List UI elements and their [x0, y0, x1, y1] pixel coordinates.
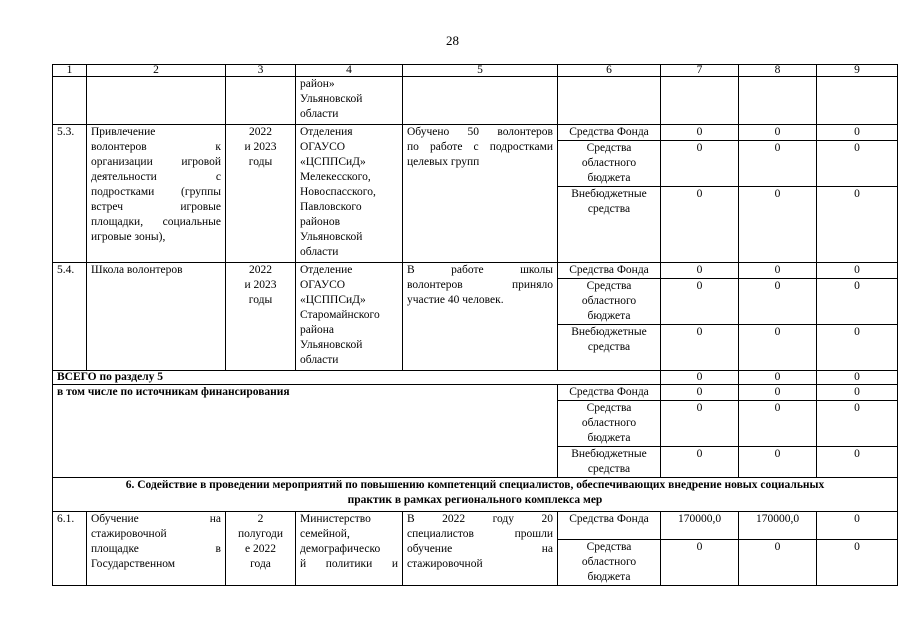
item-name: Обучение на стажировочной площадке в Государственном: [87, 512, 226, 586]
value-cell: 0: [739, 125, 817, 141]
budget-table: [52, 64, 898, 586]
header-cell: 3: [226, 65, 296, 77]
header-row: [53, 65, 898, 77]
value-cell: 0: [661, 125, 739, 141]
funding-source: Средства Фонда: [558, 125, 661, 141]
value-cell: 0: [739, 279, 817, 325]
value-cell: 0: [739, 401, 817, 447]
item-executor: Министерство семейной, демографическо й политики и: [296, 512, 403, 586]
value-cell: 0: [739, 187, 817, 263]
value-cell: 0: [661, 371, 739, 385]
value-cell: 0: [739, 385, 817, 401]
value-cell: 0: [661, 187, 739, 263]
value-cell: 0: [817, 125, 898, 141]
item-executor: Отделение ОГАУСО «ЦСППСиД» Старомайнского района Ульяновской области: [296, 263, 403, 371]
item-term: 2022 и 2023 годы: [226, 125, 296, 263]
item-term: 2022 и 2023 годы: [226, 263, 296, 371]
value-cell: 0: [817, 325, 898, 371]
value-cell: 0: [817, 141, 898, 187]
item-name: Привлечение волонтеров к организации игровой деятельности с подростками (группы встреч игровые площадки, социальные игровые зоны),: [87, 125, 226, 263]
section-title: 6. Содействие в проведении мероприятий по повышению компетенций специалистов, обеспечивающих внедрение новых социальных практик в рамках регионального комплекса мер: [53, 478, 898, 512]
value-cell: 0: [817, 279, 898, 325]
header-cell: 8: [739, 65, 817, 77]
value-cell: 0: [661, 385, 739, 401]
value-cell: 0: [817, 187, 898, 263]
value-cell: 170000,0: [739, 512, 817, 540]
funding-source: Средства Фонда: [558, 385, 661, 401]
value-cell: 0: [739, 141, 817, 187]
total-label: ВСЕГО по разделу 5: [53, 371, 661, 385]
value-cell: 0: [661, 263, 739, 279]
header-cell: 7: [661, 65, 739, 77]
funding-source: Средства областного бюджета: [558, 540, 661, 586]
value-cell: 0: [739, 540, 817, 586]
funding-source: Средства Фонда: [558, 512, 661, 540]
value-cell: 0: [739, 447, 817, 478]
table-row: [53, 512, 898, 540]
value-cell: 0: [739, 325, 817, 371]
item-executor: Отделения ОГАУСО «ЦСППСиД» Мелекесского, Новоспасского, Павловского районов Ульяновской области: [296, 125, 403, 263]
value-cell: 0: [817, 263, 898, 279]
table-row: [53, 263, 898, 279]
funding-source: Средства Фонда: [558, 263, 661, 279]
value-cell: 0: [661, 447, 739, 478]
value-cell: 0: [817, 512, 898, 540]
value-cell: 0: [661, 401, 739, 447]
item-term: 2 полугоди е 2022 года: [226, 512, 296, 586]
funding-source: Внебюджетные средства: [558, 187, 661, 263]
header-cell: 1: [53, 65, 87, 77]
item-number: 5.3.: [53, 125, 87, 263]
item-name: Школа волонтеров: [87, 263, 226, 371]
value-cell: 0: [817, 401, 898, 447]
total-row: [53, 371, 898, 385]
value-cell: 0: [661, 279, 739, 325]
value-cell: 0: [661, 141, 739, 187]
continuation-row: [53, 77, 898, 125]
funding-source: Средства областного бюджета: [558, 141, 661, 187]
header-cell: 5: [403, 65, 558, 77]
item-result: В работе школы волонтеров приняло участие 40 человек.: [403, 263, 558, 371]
value-cell: 0: [739, 263, 817, 279]
value-cell: 0: [739, 371, 817, 385]
value-cell: 170000,0: [661, 512, 739, 540]
value-cell: 0: [817, 540, 898, 586]
value-cell: 0: [817, 447, 898, 478]
table-row: [53, 125, 898, 141]
header-cell: 2: [87, 65, 226, 77]
sources-label: в том числе по источникам финансирования: [53, 385, 558, 478]
executor-cell: район» Ульяновской области: [296, 77, 403, 125]
value-cell: 0: [817, 371, 898, 385]
item-number: 5.4.: [53, 263, 87, 371]
item-number: 6.1.: [53, 512, 87, 586]
page-number: 28: [446, 33, 459, 48]
header-cell: 9: [817, 65, 898, 77]
funding-source: Внебюджетные средства: [558, 447, 661, 478]
value-cell: 0: [661, 540, 739, 586]
funding-source: Внебюджетные средства: [558, 325, 661, 371]
header-cell: 6: [558, 65, 661, 77]
funding-source: Средства областного бюджета: [558, 279, 661, 325]
value-cell: 0: [817, 385, 898, 401]
item-result: В 2022 году 20 специалистов прошли обучение на стажировочной: [403, 512, 558, 586]
section-header-row: [53, 478, 898, 512]
funding-source: Средства областного бюджета: [558, 401, 661, 447]
item-result: Обучено 50 волонтеров по работе с подростками целевых групп: [403, 125, 558, 263]
value-cell: 0: [661, 325, 739, 371]
header-cell: 4: [296, 65, 403, 77]
